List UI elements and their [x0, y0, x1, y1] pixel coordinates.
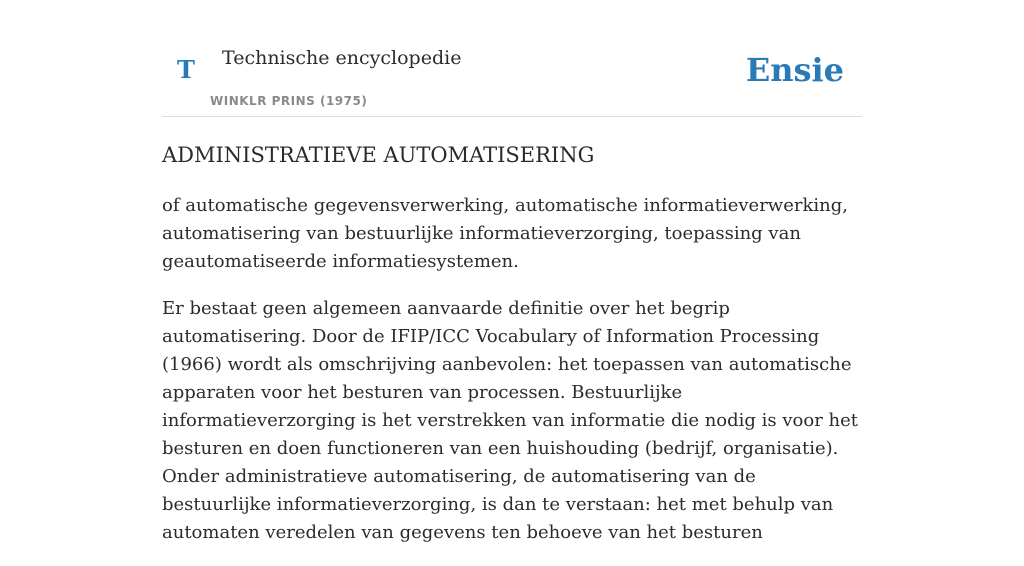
- source-title-link[interactable]: Technische encyclopedie: [222, 47, 462, 69]
- source-subtitle: WINKLR PRINS (1975): [210, 94, 368, 108]
- article-header: [162, 0, 862, 117]
- article-paragraph: Er bestaat geen algemeen aanvaarde definitie over het begrip automatisering. Door de IFIP/ICC Vocabulary of Information Processing (1966) wordt als omschrijving aanbevolen: het toepassen van automatische apparaten voor het besturen van processen. Bestuurlijke informatieverzorging is het verstrekken van informatie die nodig is voor het besturen en doen functioneren van een huishouding (bedrijf, organisatie). Onder administratieve automatisering, de automatisering van de bestuurlijke informatieverzorging, is dan te verstaan: het met behulp van automaten veredelen van gegevens ten behoeve van het besturen: [162, 298, 859, 543]
- article-paragraph: of automatische gegevensverwerking, automatische informatieverwerking, automatisering van bestuurlijke informatieverzorging, toepassing van geautomatiseerde informatiesystemen.: [162, 195, 848, 272]
- article-page: [162, 0, 862, 543]
- article-content: [162, 192, 862, 566]
- brand-logo[interactable]: Ensie: [745, 51, 844, 89]
- source-logo-icon[interactable]: T: [177, 55, 195, 84]
- article-title: ADMINISTRATIEVE AUTOMATISERING: [162, 143, 595, 167]
